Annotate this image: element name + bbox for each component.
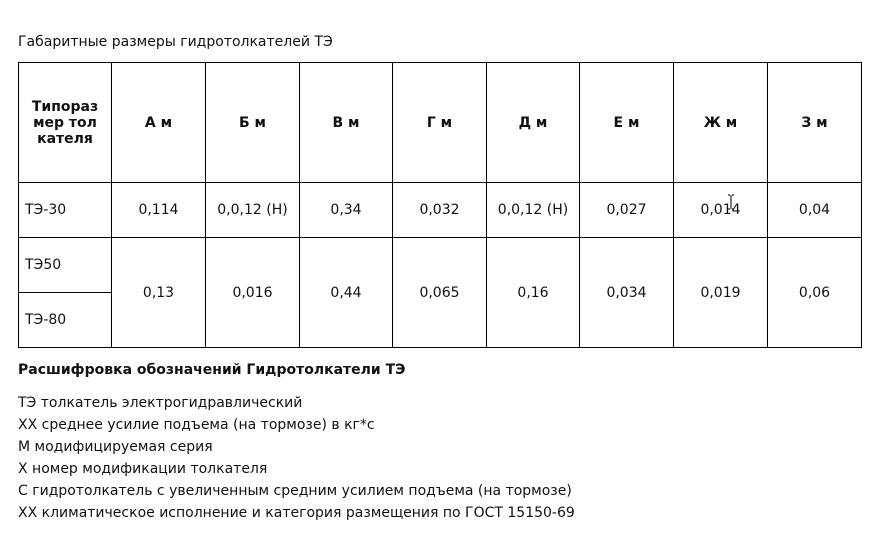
header-cell-e: Е м — [580, 63, 674, 183]
value-cell: 0,04 — [768, 183, 862, 238]
value-cell: 0,13 — [112, 238, 206, 348]
header-cell-z: З м — [768, 63, 862, 183]
value-cell: 0,034 — [580, 238, 674, 348]
value-cell: 0,0,12 (Н) — [206, 183, 300, 238]
value-cell: 0,34 — [300, 183, 393, 238]
value-cell: 0,019 — [674, 238, 768, 348]
model-cell: ТЭ-80 — [19, 293, 112, 348]
text-cursor-icon — [727, 194, 735, 210]
header-cell-model: Типоразмер толкателя — [19, 63, 112, 183]
dimensions-table — [18, 62, 862, 348]
model-cell: ТЭ-30 — [19, 183, 112, 238]
table-row — [19, 183, 862, 238]
value-cell: 0,065 — [393, 238, 487, 348]
decoding-line: ХХ климатическое исполнение и категория размещения по ГОСТ 15150-69 — [18, 505, 575, 521]
value-cell: 0,16 — [487, 238, 580, 348]
value-cell: 0,014 — [674, 183, 768, 238]
decoding-line: М модифицируемая серия — [18, 439, 213, 455]
header-cell-zh: Ж м — [674, 63, 768, 183]
table-row — [19, 238, 862, 293]
decoding-title: Расшифровка обозначений Гидротолкатели ТЭ — [18, 362, 406, 378]
header-cell-g: Г м — [393, 63, 487, 183]
value-cell: 0,0,12 (Н) — [487, 183, 580, 238]
table-header-row — [19, 63, 862, 183]
decoding-line: ХХ среднее усилие подъема (на тормозе) в кг*с — [18, 417, 375, 433]
value-cell: 0,44 — [300, 238, 393, 348]
header-cell-d: Д м — [487, 63, 580, 183]
header-cell-a: А м — [112, 63, 206, 183]
table-caption: Габаритные размеры гидротолкателей ТЭ — [18, 34, 333, 50]
decoding-line: С гидротолкатель с увеличенным средним усилием подъема (на тормозе) — [18, 483, 572, 499]
value-cell: 0,06 — [768, 238, 862, 348]
header-cell-v: В м — [300, 63, 393, 183]
value-cell: 0,027 — [580, 183, 674, 238]
decoding-list — [18, 392, 575, 524]
value-cell: 0,114 — [112, 183, 206, 238]
model-cell: ТЭ50 — [19, 238, 112, 293]
header-cell-b: Б м — [206, 63, 300, 183]
decoding-line: Х номер модификации толкателя — [18, 461, 268, 477]
value-cell: 0,032 — [393, 183, 487, 238]
decoding-line: ТЭ толкатель электрогидравлический — [18, 395, 303, 411]
value-cell: 0,016 — [206, 238, 300, 348]
